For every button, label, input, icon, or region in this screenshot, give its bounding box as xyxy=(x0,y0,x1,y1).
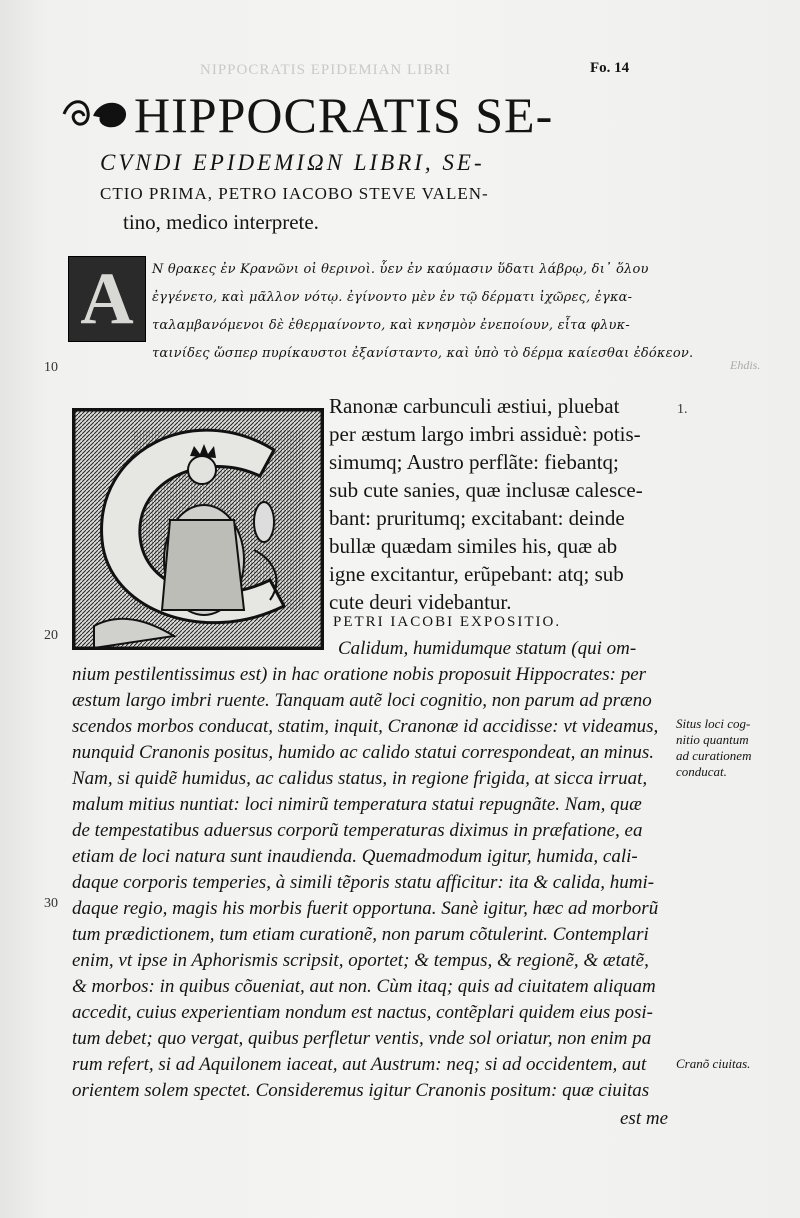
commentary-line: & morbos: in quibus cõueniat, aut non. Cùm itaq; quis ad ciuitatem aliquam xyxy=(72,976,656,997)
commentary-line: rum refert, si ad Aquilonem iaceat, aut Austrum: neq; si ad occidentem, aut xyxy=(72,1054,647,1075)
commentary-line: daque corporis temperies, à simili tẽporis statu afficitur: ita & calida, humi- xyxy=(72,872,655,893)
latin-line: igne excitantur, erũpebant: atq; sub xyxy=(329,562,624,586)
line-number: 30 xyxy=(44,896,58,911)
commentary-line: etiam de loci natura sunt inaudienda. Quemadmodum igitur, humida, cali- xyxy=(72,846,638,867)
commentary-line: Calidum, humidumque statum (qui om- xyxy=(338,638,637,659)
commentary-line: tum debet; quo vergat, quibus perfletur ventis, vnde sol oriatur, non enim pa xyxy=(72,1028,652,1049)
margin-note-line: ad curationem xyxy=(676,748,752,763)
title-line-3: CTIO PRIMA, PETRO IACOBO STEVE VALEN- xyxy=(100,184,489,203)
commentary-line: æstum largo imbri ruente. Tanquam autẽ loci cognitio, non parum ad præno xyxy=(72,690,652,711)
commentary-line: Nam, si quidẽ humidus, ac calidus status, in regione frigida, at sicca irruat, xyxy=(72,768,648,789)
woodcut-illustration xyxy=(74,410,322,648)
commentary-line: malum mitius nuntiat: loci nimirũ temperatura statui repugnãte. Nam, quæ xyxy=(72,794,642,815)
commentary-line: nium pestilentissimus est) in hac oratione nobis proposuit Hippocrates: per xyxy=(72,664,647,685)
commentary-line: de tempestatibus aduersus corporũ temperaturas diximus in præfatione, ea xyxy=(72,820,643,841)
line-number: 20 xyxy=(44,628,58,643)
commentary-line: tum prædictionem, tum etiam curationẽ, non parum cõtulerint. Contemplari xyxy=(72,924,649,945)
line-number: 10 xyxy=(44,360,58,375)
latin-line: cute deuri videbantur. xyxy=(329,590,512,614)
title-row xyxy=(60,86,660,146)
commentary-line: accedit, cuius experientiam nondum est nactus, contẽplari quidem eius posi- xyxy=(72,1002,653,1023)
margin-note-line: Situs loci cog- xyxy=(676,716,751,731)
greek-line: Ν θρακες ἐν Κρανῶνι οἱ θερινοὶ. ὗεν ἐν καύμασιν ὕδατι λάβρῳ, δι᾽ ὅλου xyxy=(152,262,649,277)
commentary-line: enim, vt ipse in Aphorismis scripsit, oportet; & tempus, & regionẽ, & ætatẽ, xyxy=(72,950,649,971)
commentary-heading: PETRI IACOBI EXPOSITIO. xyxy=(333,614,562,630)
folio-number: Fo. 14 xyxy=(590,60,630,76)
margin-note-line: nitio quantum xyxy=(676,732,749,747)
title-line-4: tino, medico interprete. xyxy=(123,210,319,234)
greek-line: ἐγγένετο, καὶ μᾶλλον νότῳ. ἐγίνοντο μὲν ἐν τῷ δέρματι ἰχῶρες, ἐγκα- xyxy=(152,290,633,305)
line-number: 1. xyxy=(677,402,688,417)
margin-note-cranon: Cranõ ciuitas. xyxy=(676,1056,751,1071)
latin-line: simumq; Austro perflãte: fiebantq; xyxy=(329,450,619,474)
title-line-2: CVNDI EPIDEMIΩN LIBRI, SE- xyxy=(100,150,485,175)
commentary-line: scendos morbos conducat, statim, inquit, Cranonæ id accidisse: vt videamus, xyxy=(72,716,659,737)
latin-line: sub cute sanies, quæ inclusæ calesce- xyxy=(329,478,643,502)
greek-line: ταλαμβανόμενοι δὲ ἐθερμαίνοντο, καὶ κνησμὸν ἐνεποίουν, εἶτα φλυκ- xyxy=(152,318,630,333)
commentary-line: est me xyxy=(620,1108,669,1129)
latin-line: Ranonæ carbunculi æstiui, pluebat xyxy=(329,394,620,418)
commentary-line: daque regio, magis his morbis fuerit opportuna. Sanè igitur, hæc ad morborũ xyxy=(72,898,659,919)
fleuron-icon xyxy=(60,94,130,134)
title-line-1: HIPPOCRATIS SE- xyxy=(134,87,554,143)
show-through-text: NIPPOCRATIS EPIDEMIAN LIBRI xyxy=(200,62,452,78)
latin-line: bant: pruritumq; excitabant: deinde xyxy=(329,506,625,530)
commentary-line: orientem solem spectet. Consideremus igitur Cranonis positum: quæ ciuitas xyxy=(72,1080,650,1101)
commentary-line: nunquid Cranonis positus, humido ac calido statui correspondeat, an minus. xyxy=(72,742,654,763)
latin-line: per æstum largo imbri assiduè: potis- xyxy=(329,422,641,446)
show-through-margin: Ehdis. xyxy=(730,358,761,372)
margin-note-line: conducat. xyxy=(676,764,727,779)
greek-decorated-initial xyxy=(68,256,146,342)
latin-line: bullæ quædam similes his, quæ ab xyxy=(329,534,618,558)
greek-line: ταινίδες ὥσπερ πυρίκαυστοι ἐξανίσταντο, καὶ ὑπὸ τὸ δέρμα καίεσθαι ἐδόκεον. xyxy=(152,346,694,361)
woodcut-initial-c xyxy=(72,408,324,650)
greek-initial-letter: A xyxy=(80,258,134,340)
